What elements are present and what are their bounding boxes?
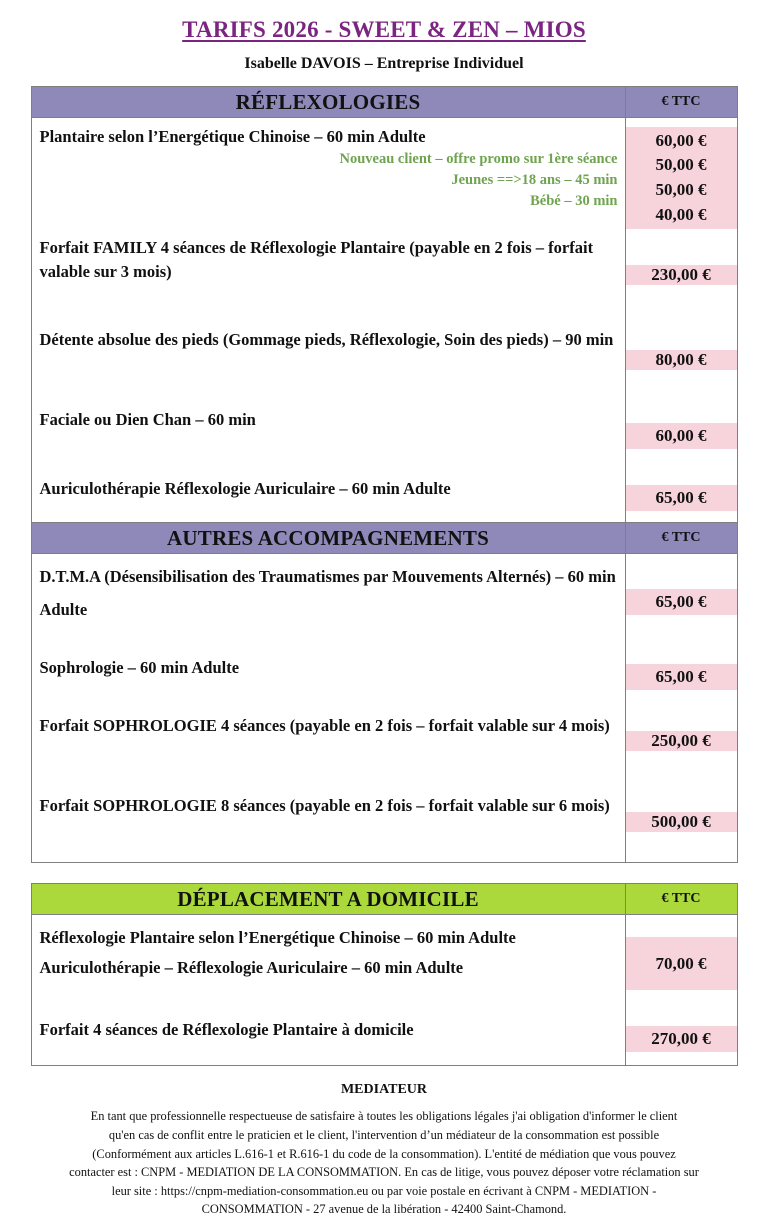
service-promo-line: Nouveau client – offre promo sur 1ère séance bbox=[339, 150, 618, 167]
table-row bbox=[31, 321, 737, 401]
price-cell bbox=[625, 702, 737, 782]
price-cell bbox=[625, 461, 737, 523]
service-name: Forfait 4 séances de Réflexologie Plantaire à domicile bbox=[39, 1020, 414, 1040]
price-value: 65,00 € bbox=[626, 589, 737, 615]
price-value: 500,00 € bbox=[626, 812, 737, 832]
price-spacer bbox=[626, 473, 737, 485]
price-spacer bbox=[626, 414, 737, 423]
price-value: 230,00 € bbox=[626, 265, 737, 285]
service-description-cell bbox=[31, 642, 625, 702]
price-cell bbox=[625, 915, 737, 1004]
price-spacer bbox=[626, 256, 737, 265]
service-description-cell bbox=[31, 1003, 625, 1066]
service-description-cell bbox=[31, 915, 625, 1004]
table-row bbox=[31, 642, 737, 702]
price-cell bbox=[625, 321, 737, 401]
section-deplacement-a-domicile bbox=[0, 883, 768, 1066]
pricing-table-reflexologies bbox=[31, 86, 738, 864]
price-spacer bbox=[626, 581, 737, 589]
price-spacer bbox=[626, 1016, 737, 1026]
price-value: 65,00 € bbox=[626, 664, 737, 690]
service-description-cell bbox=[31, 702, 625, 782]
pricing-document-page bbox=[0, 17, 768, 1217]
service-name-secondary: Auriculothérapie – Réflexologie Auriculaire – 60 min Adulte bbox=[39, 957, 464, 977]
service-name: Détente absolue des pieds (Gommage pieds, Réflexologie, Soin des pieds) – 90 min bbox=[39, 330, 614, 350]
footer-body bbox=[34, 1107, 734, 1219]
footer-line: (Conformément aux articles L.616-1 et R.616-1 du code de la consommation). L'entité de médiation que vous pouvez bbox=[92, 1146, 676, 1161]
price-value: 60,00 € bbox=[655, 130, 707, 150]
price-cell bbox=[625, 401, 737, 461]
table-row bbox=[31, 915, 737, 1004]
price-value: 80,00 € bbox=[626, 350, 737, 370]
footer-line: En tant que professionnelle respectueuse de satisfaire à toutes les obligations légales j'ai obligation d'informer le client bbox=[90, 1109, 678, 1124]
section-reflexologies bbox=[0, 86, 768, 864]
price-value: 50,00 € bbox=[655, 155, 707, 175]
price-value: 65,00 € bbox=[626, 485, 737, 511]
price-spacer bbox=[626, 654, 737, 664]
price-value: 250,00 € bbox=[626, 731, 737, 751]
price-cell bbox=[625, 782, 737, 863]
pricing-table-deplacement bbox=[31, 883, 738, 1066]
price-value: 40,00 € bbox=[655, 204, 707, 224]
service-name: Réflexologie Plantaire selon l’Energétique Chinoise – 60 min Adulte bbox=[39, 928, 516, 948]
footer-line: CONSOMMATION - 27 avenue de la libération - 42400 Saint-Chamond. bbox=[201, 1202, 567, 1217]
price-cell bbox=[625, 117, 737, 229]
page-title: TARIFS 2026 - SWEET & ZEN – MIOS bbox=[182, 17, 586, 42]
table-row bbox=[31, 782, 737, 863]
table-row bbox=[31, 229, 737, 321]
service-name: Faciale ou Dien Chan – 60 min bbox=[39, 410, 256, 430]
service-name: Plantaire selon l’Energétique Chinoise – 60 min Adulte bbox=[39, 126, 426, 146]
service-promo-line: Bébé – 30 min bbox=[530, 192, 618, 209]
price-spacer bbox=[626, 285, 737, 294]
table-row bbox=[31, 1003, 737, 1066]
price-column-header: € TTC bbox=[625, 86, 737, 117]
section-header-row bbox=[31, 86, 737, 117]
service-description-cell bbox=[31, 461, 625, 523]
price-column-header: € TTC bbox=[625, 523, 737, 554]
price-spacer bbox=[626, 118, 737, 127]
service-description-cell bbox=[31, 782, 625, 863]
service-description-cell bbox=[31, 554, 625, 643]
price-spacer bbox=[626, 370, 737, 376]
price-value: 60,00 € bbox=[626, 423, 737, 449]
table-row bbox=[31, 702, 737, 782]
service-name: Forfait SOPHROLOGIE 4 séances (payable en 2 fois – forfait valable sur 4 mois) bbox=[39, 716, 610, 736]
price-cell bbox=[625, 554, 737, 643]
section-header-row bbox=[31, 523, 737, 554]
footer-line: leur site : https://cnpm-mediation-consommation.eu ou par voie postale en écrivant à CNPM - MEDIATION - bbox=[111, 1183, 657, 1198]
table-row bbox=[31, 117, 737, 229]
price-value: 70,00 € bbox=[626, 937, 737, 990]
price-cell bbox=[625, 229, 737, 321]
price-value: 50,00 € bbox=[655, 180, 707, 200]
price-spacer bbox=[626, 832, 737, 835]
service-name: Forfait SOPHROLOGIE 8 séances (payable en 2 fois – forfait valable sur 6 mois) bbox=[39, 796, 610, 816]
table-row bbox=[31, 401, 737, 461]
service-description-cell bbox=[31, 117, 625, 229]
footer-line: qu'en cas de conflit entre le praticien et le client, l'intervention d’un médiateur de la consommation est possible bbox=[108, 1128, 660, 1142]
footer-title: MEDIATEUR bbox=[340, 1082, 428, 1098]
section-title-autres-accompagnements: AUTRES ACCOMPAGNEMENTS bbox=[31, 523, 625, 554]
price-spacer bbox=[626, 751, 737, 758]
table-row bbox=[31, 461, 737, 523]
service-description-cell bbox=[31, 401, 625, 461]
service-description-cell bbox=[31, 321, 625, 401]
footer-mediateur bbox=[0, 1082, 768, 1219]
page-subtitle: Isabelle DAVOIS – Entreprise Individuel bbox=[244, 55, 524, 73]
footer-line: contacter est : CNPM - MEDIATION DE LA CONSOMMATION. En cas de litige, vous pouvez déposer votre réclamation sur bbox=[69, 1165, 699, 1180]
service-name: Sophrologie – 60 min Adulte bbox=[39, 658, 240, 678]
section-title-reflexologies: RÉFLEXOLOGIES bbox=[31, 86, 625, 117]
table-row bbox=[31, 554, 737, 643]
service-name: D.T.M.A (Désensibilisation des Traumatismes par Mouvements Alternés) – 60 min Adulte bbox=[39, 567, 616, 619]
price-cell bbox=[625, 642, 737, 702]
service-name: Auriculothérapie Réflexologie Auriculaire – 60 min Adulte bbox=[39, 479, 451, 499]
price-spacer bbox=[626, 928, 737, 937]
price-value: 270,00 € bbox=[626, 1026, 737, 1052]
service-description-cell bbox=[31, 229, 625, 321]
service-promo-line: Jeunes ==>18 ans – 45 min bbox=[451, 171, 618, 188]
service-name: Forfait FAMILY 4 séances de Réflexologie Plantaire (payable en 2 fois – forfait valable sur 3 mois) bbox=[39, 238, 594, 282]
price-list bbox=[626, 127, 737, 230]
price-column-header: € TTC bbox=[625, 884, 737, 915]
section-title-deplacement: DÉPLACEMENT A DOMICILE bbox=[31, 884, 625, 915]
price-cell bbox=[625, 1003, 737, 1066]
section-header-row bbox=[31, 884, 737, 915]
